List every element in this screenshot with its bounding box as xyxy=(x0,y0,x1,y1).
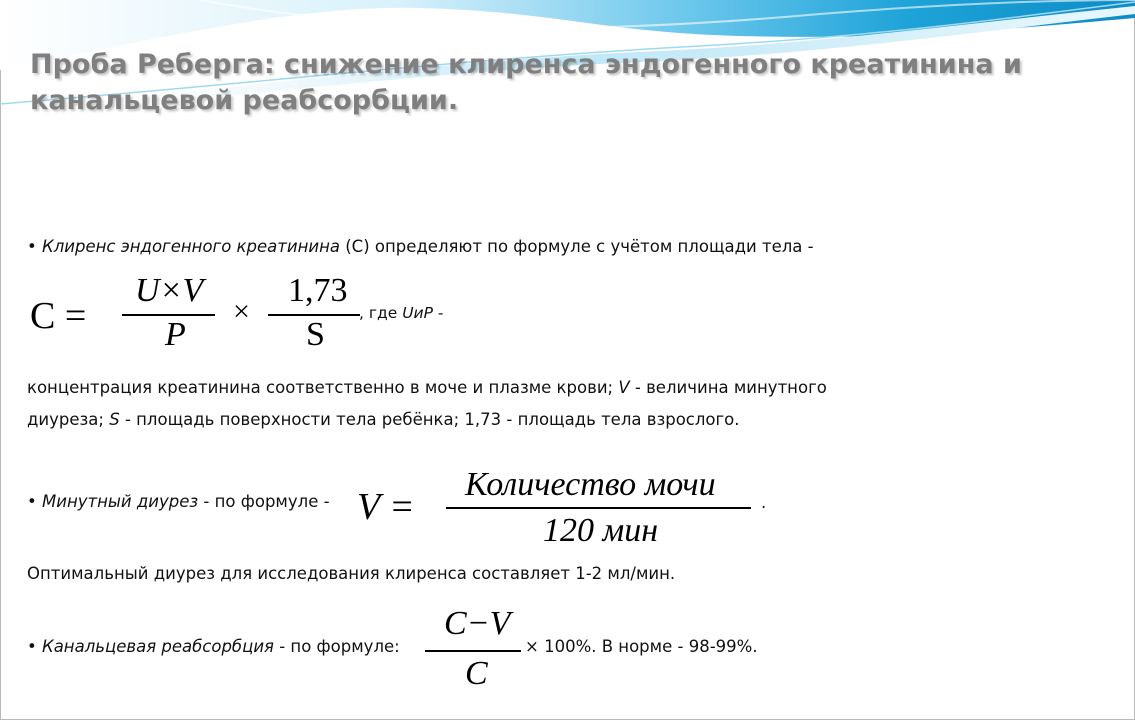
bullet: • xyxy=(27,492,37,511)
fraction-bar xyxy=(446,507,751,509)
bullet: • xyxy=(27,237,37,256)
clearance-definition-text: (С) определяют по формуле с учётом площади тела - xyxy=(340,237,814,256)
formula-r-denominator: C xyxy=(465,655,488,692)
variable-v: V xyxy=(618,378,630,397)
formula-numerator-173: 1,73 xyxy=(288,272,348,309)
text-segment: концентрация креатинина соответственно в моче и плазме крови; xyxy=(27,378,619,397)
note-dash: - xyxy=(432,304,444,322)
minute-diuresis-text: - по формуле - xyxy=(198,492,330,511)
times-sign: × xyxy=(233,295,250,328)
text-segment: - площадь поверхности тела ребёнка; 1,73 - площадь тела взрослого. xyxy=(119,410,740,429)
text-segment: диуреза; xyxy=(27,410,110,429)
reabsorption-text: - по формуле: xyxy=(273,637,400,656)
formula-v-denominator: 120 мин xyxy=(543,512,659,549)
fraction-bar xyxy=(425,650,521,652)
term-reabsorption: Канальцевая реабсорбция xyxy=(41,637,274,656)
bullet: • xyxy=(27,637,37,656)
slide-title: Проба Реберга: снижение клиренса эндогенного креатинина и канальцевой реабсорбции. xyxy=(30,49,1022,116)
term-clearance: Клиренс эндогенного креатинина xyxy=(41,237,340,256)
formula-denominator-s: S xyxy=(306,316,325,353)
minute-diuresis-definition xyxy=(27,492,330,511)
reabsorption-norm: × 100%. В норме - 98-99%. xyxy=(525,637,758,656)
note-text: , где xyxy=(359,304,403,322)
content-panel xyxy=(17,227,903,707)
variables-explanation-line1 xyxy=(27,378,827,397)
variable-s: S xyxy=(109,410,120,429)
formula-denominator-p: P xyxy=(165,316,186,353)
formula-v-dot: . xyxy=(761,493,767,512)
clearance-definition xyxy=(27,237,814,256)
formula-r-numerator: C−V xyxy=(444,605,511,642)
reabsorption-definition xyxy=(27,637,400,656)
formula-numerator-uv: U×V xyxy=(135,272,204,309)
formula-v-lhs: V = xyxy=(357,486,415,528)
optimal-diuresis-note: Оптимальный диурез для исследования клиренса составляет 1-2 мл/мин. xyxy=(27,564,676,583)
variables-explanation-line2 xyxy=(27,410,740,429)
text-segment: - величина минутного xyxy=(629,378,827,397)
formula-clearance-note xyxy=(359,304,443,322)
formula-lhs: C = xyxy=(30,295,87,337)
term-minute-diuresis: Минутный диурез xyxy=(41,492,199,511)
formula-v-numerator: Количество мочи xyxy=(465,466,716,503)
note-variables: UиP xyxy=(402,304,433,322)
